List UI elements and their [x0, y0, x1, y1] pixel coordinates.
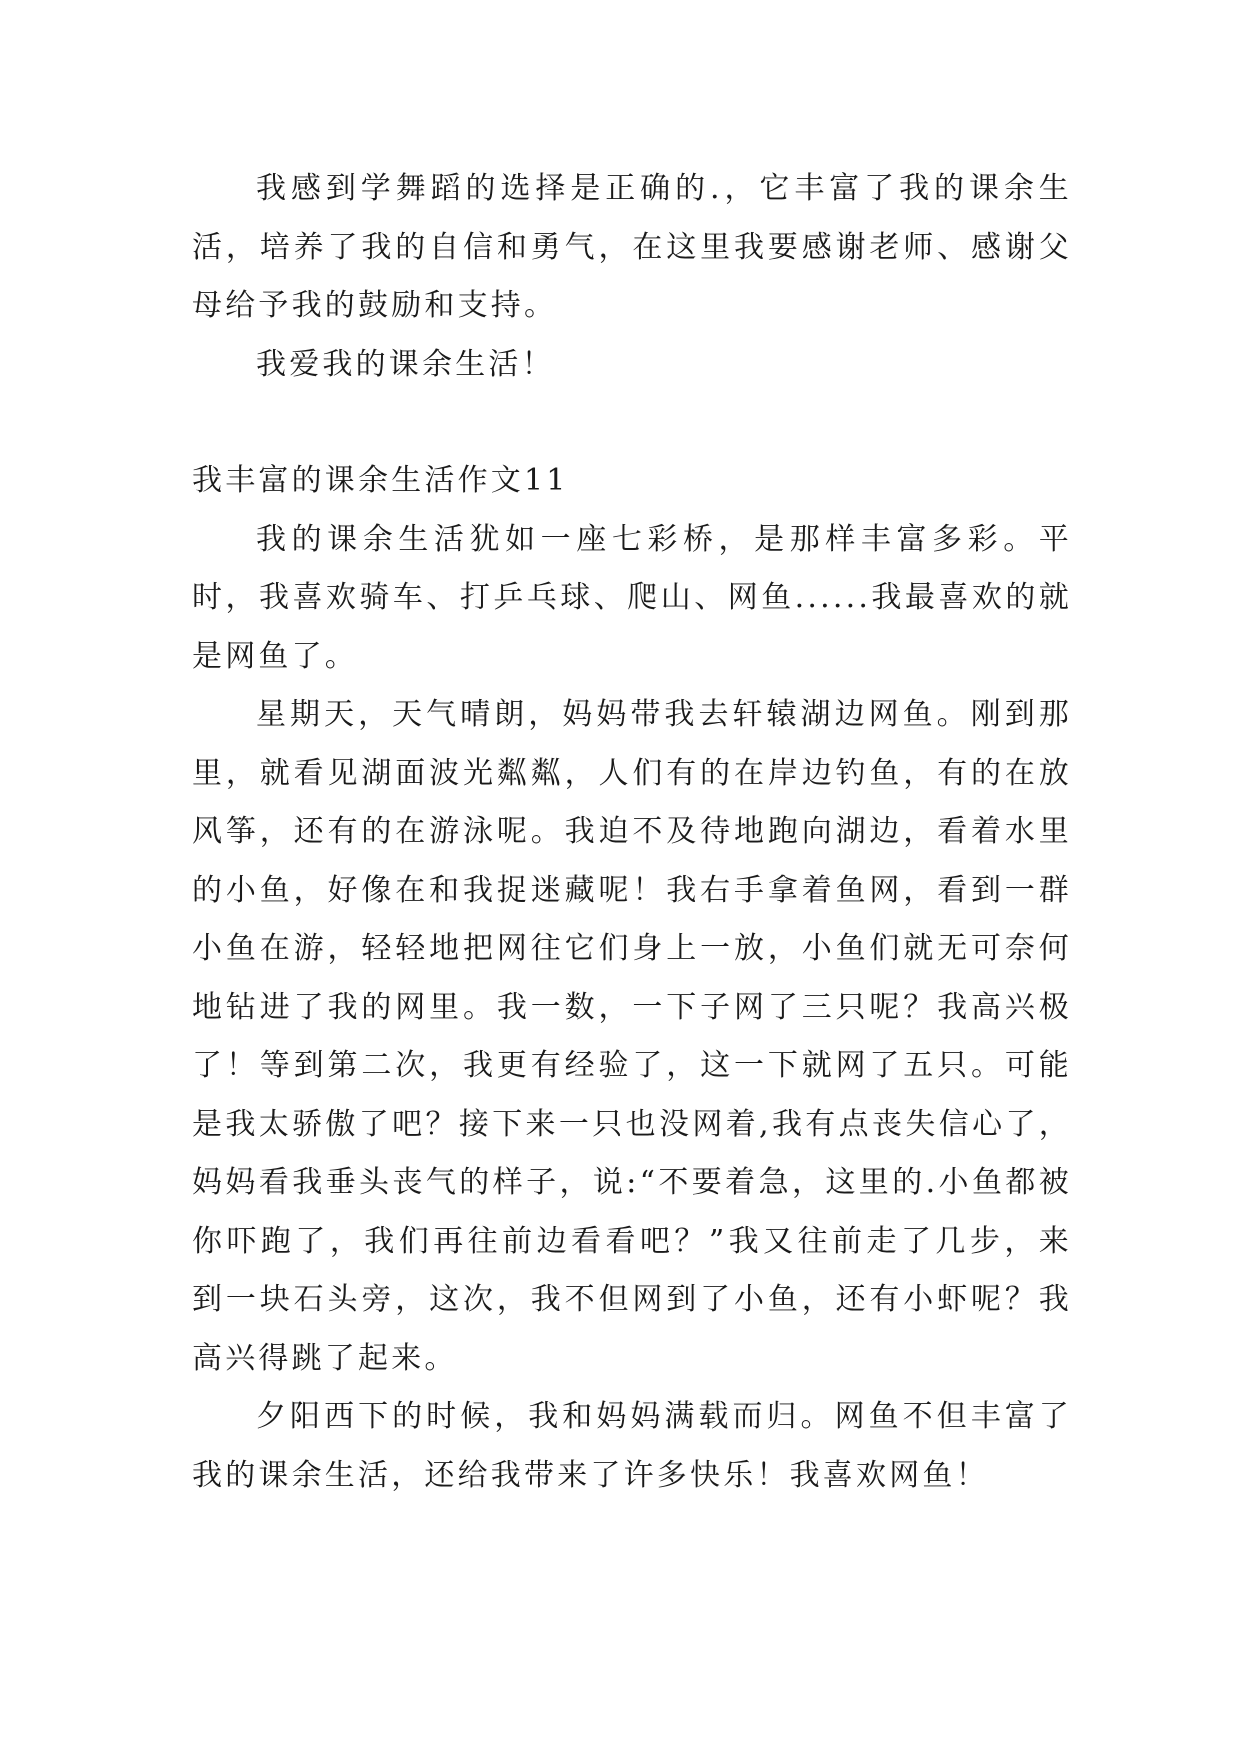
section-title: 我丰富的课余生活作文11: [192, 463, 569, 498]
paragraph-sunday-fishing: 星期天，天气晴朗，妈妈带我去轩辕湖边网鱼。刚到那里，就看见湖面波光粼粼，人们有的在岸边钓鱼，有的在放风筝，还有的在游泳呢。我迫不及待地跑向湖边，看着水里的小鱼，好像在和我捉迷藏呢！我右手拿着鱼网，看到一群小鱼在游，轻轻地把网往它们身上一放，小鱼们就无可奈何地钻进了我的网里。我一数，一下子网了三只呢？我高兴极了！等到第二次，我更有经验了，这一下就网了五只。可能是我太骄傲了吧？接下来一只也没网着,我有点丧失信心了，妈妈看我垂头丧气的样子，说:“不要着急，这里的.小鱼都被你吓跑了，我们再往前边看看吧？”我又往前走了几步，来到一块石头旁，这次，我不但网到了小鱼，还有小虾呢？我高兴得跳了起来。: [192, 697, 1072, 1376]
paragraph-sunset-return: 夕阳西下的时候，我和妈妈满载而归。网鱼不但丰富了我的课余生活，还给我带来了许多快乐！我喜欢网鱼！: [192, 1399, 1072, 1493]
paragraph-rainbow-bridge: 我的课余生活犹如一座七彩桥，是那样丰富多彩。平时，我喜欢骑车、打乒乓球、爬山、网鱼......我最喜欢的就是网鱼了。: [192, 521, 1072, 674]
paragraph-love-life: 我爱我的课余生活！: [256, 346, 555, 382]
document-body: [192, 160, 1072, 1505]
paragraph-dance-choice: 我感到学舞蹈的选择是正确的.，它丰富了我的课余生活，培养了我的自信和勇气，在这里我要感谢老师、感谢父母给予我的鼓励和支持。: [192, 171, 1072, 323]
